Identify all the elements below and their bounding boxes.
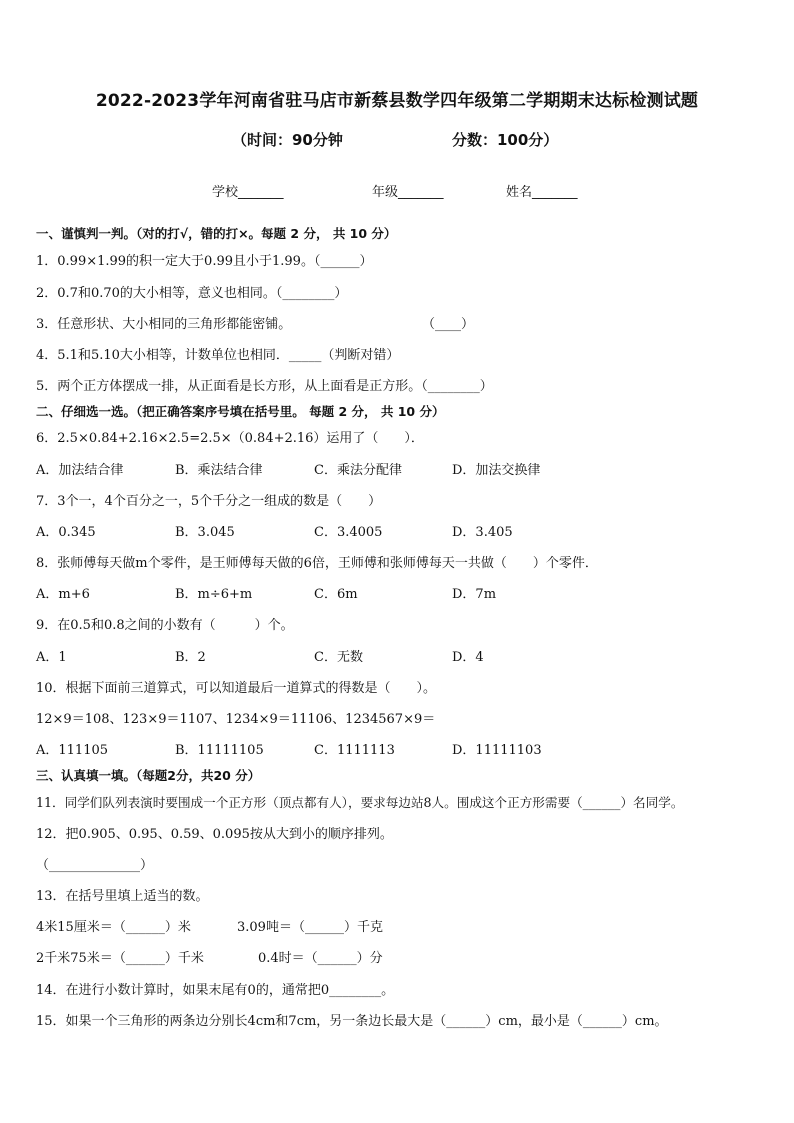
question-1: 1．0.99×1.99的积一定大于0.99且小于1.99。（______） (36, 254, 373, 269)
question-9: 9．在0.5和0.8之间的小数有（ ）个。 (36, 618, 294, 633)
question-6-option-c: C．乘法分配律 (314, 463, 402, 478)
question-6-option-d: D．加法交换律 (452, 463, 541, 478)
question-6-option-a: A．加法结合律 (36, 463, 124, 478)
question-13-item-d: 0.4时＝（______）分 (258, 951, 383, 966)
school-field: 学校_______ (212, 185, 284, 200)
section-2-title: 二、仔细选一选。（把正确答案序号填在括号里。 每题 2 分， 共 10 分） (36, 404, 445, 419)
question-13: 13．在括号里填上适当的数。 (36, 889, 209, 904)
question-10: 10．根据下面前三道算式，可以知道最后一道算式的得数是（ ）。 (36, 681, 437, 696)
question-8-option-d: D．7m (452, 587, 497, 602)
question-7-option-c: C．3.4005 (314, 525, 383, 540)
name-field: 姓名_______ (506, 185, 578, 200)
question-9-option-a: A．1 (36, 650, 67, 665)
question-12-blank: （______________） (36, 858, 154, 873)
question-6-option-b: B．乘法结合律 (175, 463, 263, 478)
question-2: 2．0.7和0.70的大小相等，意义也相同。（________） (36, 286, 348, 301)
question-7: 7．3个一，4个百分之一，5个千分之一组成的数是（ ） (36, 494, 382, 509)
question-14: 14．在进行小数计算时，如果末尾有0的，通常把0________。 (36, 983, 395, 998)
question-7-option-a: A．0.345 (36, 525, 96, 540)
question-13-item-c: 2千米75米＝（______）千米 (36, 951, 204, 966)
question-7-option-b: B．3.045 (175, 525, 235, 540)
question-9-option-d: D．4 (452, 650, 484, 665)
question-8-option-c: C．6m (314, 587, 358, 602)
question-9-option-c: C．无数 (314, 650, 363, 665)
question-8-option-b: B．m÷6+m (175, 587, 253, 602)
question-8-option-a: A．m+6 (36, 587, 90, 602)
section-3-title: 三、认真填一填。（每题2分，共20 分） (36, 768, 261, 783)
question-10-option-d: D．11111103 (452, 743, 542, 758)
question-3: 3．任意形状、大小相同的三角形都能密铺。 (36, 317, 292, 332)
question-13-item-a: 4米15厘米＝（______）米 (36, 920, 191, 935)
question-6: 6．2.5×0.84+2.16×2.5=2.5×（0.84+2.16）运用了（ ）． (36, 431, 424, 446)
exam-time: （时间：90分钟 (232, 131, 343, 149)
question-8: 8．张师傅每天做m个零件，是王师傅每天做的6倍，王师傅和张师傅每天一共做（ ）个零件． (36, 556, 598, 571)
question-3-blank: （____） (422, 317, 475, 332)
question-9-option-b: B．2 (175, 650, 206, 665)
section-1-title: 一、谨慎判一判。（对的打√，错的打×。每题 2 分， 共 10 分） (36, 226, 397, 241)
question-5: 5．两个正方体摆成一排，从正面看是长方形，从上面看是正方形。（________） (36, 379, 493, 394)
question-15: 15．如果一个三角形的两条边分别长4cm和7cm，另一条边长最大是（______）cm，最小是（______）cm。 (36, 1014, 668, 1029)
question-10-option-c: C．1111113 (314, 743, 395, 758)
question-10-option-b: B．11111105 (175, 743, 264, 758)
question-10-equations: 12×9＝108、123×9＝1107、1234×9＝11106、1234567×9＝ (36, 712, 436, 727)
question-13-item-b: 3.09吨＝（______）千克 (237, 920, 383, 935)
grade-field: 年级_______ (372, 185, 444, 200)
question-7-option-d: D．3.405 (452, 525, 513, 540)
question-12: 12．把0.905、0.95、0.59、0.095按从大到小的顺序排列。 (36, 827, 393, 842)
question-10-option-a: A．111105 (36, 743, 109, 758)
exam-title: 2022-2023学年河南省驻马店市新蔡县数学四年级第二学期期末达标检测试题 (95, 91, 699, 111)
question-4: 4．5.1和5.10大小相等，计数单位也相同．_____（判断对错） (36, 348, 400, 363)
exam-score: 分数：100分） (452, 131, 559, 149)
question-11: 11．同学们队列表演时要围成一个正方形（顶点都有人），要求每边站8人。围成这个正方形需要（______）名同学。 (36, 795, 684, 810)
